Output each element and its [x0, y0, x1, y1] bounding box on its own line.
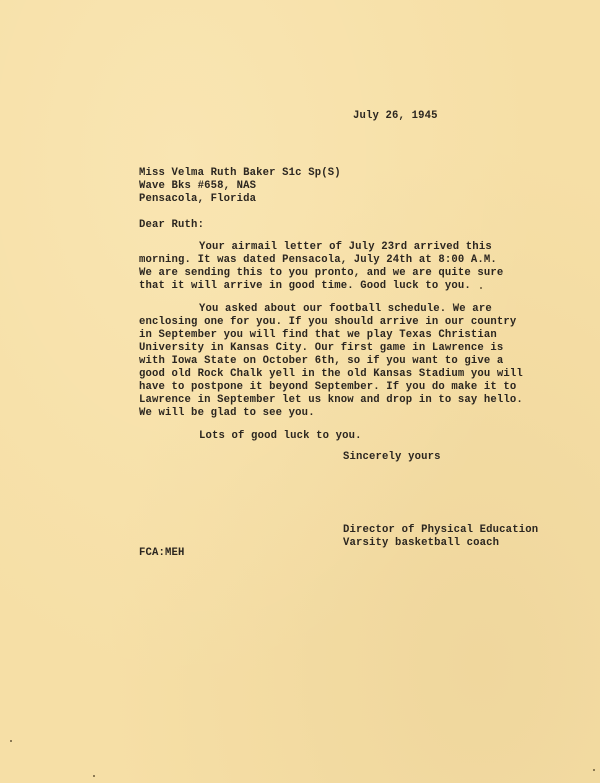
recipient-line: Miss Velma Ruth Baker S1c Sp(S) — [139, 167, 341, 179]
recipient-line: Wave Bks #658, NAS — [139, 180, 257, 192]
paper-speck — [480, 287, 482, 289]
body-line: in September you will find that we play Texas Christian — [139, 329, 497, 341]
paper-speck — [10, 740, 12, 742]
signature-title: Varsity basketball coach — [343, 537, 500, 549]
body-line: good old Rock Chalk yell in the old Kansas Stadium you will — [139, 368, 523, 380]
body-line: Your airmail letter of July 23rd arrived this — [199, 241, 492, 253]
body-line: Lawrence in September let us know and drop in to say hello. — [139, 394, 523, 406]
recipient-line: Pensacola, Florida — [139, 193, 257, 205]
closing: Sincerely yours — [343, 451, 441, 463]
body-line: have to postpone it beyond September. If you do make it to — [139, 381, 517, 393]
body-line: enclosing one for you. If you should arrive in our country — [139, 316, 517, 328]
body-line: that it will arrive in good time. Good luck to you. — [139, 280, 471, 292]
paper-speck — [93, 775, 95, 777]
typist-initials: FCA:MEH — [139, 547, 185, 559]
body-line: We will be glad to see you. — [139, 407, 315, 419]
body-line: You asked about our football schedule. We are — [199, 303, 492, 315]
letter-date: July 26, 1945 — [353, 110, 438, 122]
paper-speck — [593, 769, 595, 771]
body-line: We are sending this to you pronto, and we are quite sure — [139, 267, 504, 279]
body-line: with Iowa State on October 6th, so if you want to give a — [139, 355, 504, 367]
body-line: University in Kansas City. Our first game in Lawrence is — [139, 342, 504, 354]
signature-title: Director of Physical Education — [343, 524, 539, 536]
body-line: morning. It was dated Pensacola, July 24th at 8:00 A.M. — [139, 254, 497, 266]
paragraph-3: Lots of good luck to you. — [199, 430, 362, 442]
salutation: Dear Ruth: — [139, 219, 205, 231]
